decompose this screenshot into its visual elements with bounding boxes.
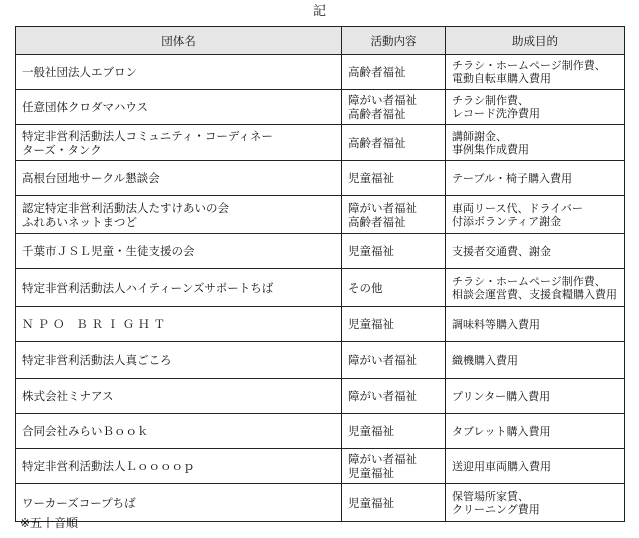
cell-text-line: チラシ制作費、: [452, 94, 529, 107]
cell-text-line: 認定特定非営利活動法人たすけあいの会: [22, 200, 229, 215]
table-body: [16, 55, 625, 522]
activity-cell: [342, 307, 446, 342]
purpose-cell: [446, 307, 625, 342]
table-row: [16, 449, 625, 484]
table-row: [16, 161, 625, 196]
organization-name-cell: [16, 161, 342, 196]
organization-name-cell: [16, 90, 342, 125]
column-header-organization: 団体名: [16, 27, 342, 55]
activity-cell: [342, 379, 446, 414]
activity-cell: [342, 342, 446, 379]
cell-text-line: チラシ・ホームページ制作費、: [452, 59, 606, 72]
organization-name-cell: [16, 414, 342, 449]
column-header-purpose: 助成目的: [446, 27, 625, 55]
cell-text-line: 高齢者福祉: [348, 214, 406, 229]
cell-text-line: ワーカーズコープちば: [22, 495, 136, 510]
organization-name-cell: [16, 196, 342, 234]
cell-text-line: 送迎用車両購入費用: [452, 459, 551, 473]
organization-name-cell: [16, 269, 342, 307]
cell-text-line: その他: [348, 280, 383, 295]
cell-text-line: 障がい者福祉: [348, 200, 417, 215]
purpose-cell: [446, 484, 625, 522]
column-header-activity: 活動内容: [342, 27, 446, 55]
cell-text-line: 障がい者福祉: [348, 353, 417, 367]
cell-text-line: 特定非営利活動法人真ごころ: [22, 353, 172, 367]
cell-text-line: レコード洗浄費用: [452, 107, 540, 120]
cell-text-line: 障がい者福祉: [348, 389, 417, 403]
purpose-cell: [446, 342, 625, 379]
organization-name-cell: [16, 449, 342, 484]
footnote: ※五十音順: [20, 516, 79, 530]
purpose-cell: [446, 161, 625, 196]
cell-text-line: 電動自転車購入費用: [452, 72, 551, 85]
document-heading: 記: [312, 4, 326, 19]
table-row: [16, 484, 625, 522]
purpose-cell: [446, 379, 625, 414]
cell-text-line: ＮＰＯ ＢＲＩＧＨＴ: [22, 317, 170, 331]
activity-cell: [342, 125, 446, 161]
activity-cell: [342, 484, 446, 522]
cell-text-line: 児童福祉: [348, 171, 394, 185]
cell-text-line: 特定非営利活動法人ハイティーンズサポートちば: [22, 280, 274, 295]
cell-text-line: 織機購入費用: [452, 353, 518, 367]
cell-text-line: ふれあいネットまつど: [22, 214, 137, 229]
organization-name-cell: [16, 125, 342, 161]
table-row: [16, 234, 625, 269]
purpose-cell: [446, 55, 625, 90]
cell-text-line: 保管場所家賃、: [452, 489, 529, 503]
purpose-cell: [446, 269, 625, 307]
activity-cell: [342, 90, 446, 125]
table-row: [16, 269, 625, 307]
organization-name-cell: [16, 379, 342, 414]
table-row: [16, 342, 625, 379]
cell-text-line: 合同会社みらいＢｏｏｋ: [22, 424, 149, 438]
purpose-cell: [446, 196, 625, 234]
cell-text-line: チラシ・ホームページ制作費、: [452, 274, 606, 288]
cell-text-line: 児童福祉: [348, 317, 394, 331]
organization-name-cell: [16, 342, 342, 379]
cell-text-line: 付添ボランティア謝金: [452, 214, 562, 228]
cell-text-line: ターズ・タンク: [22, 142, 102, 157]
cell-text-line: 特定非営利活動法人コミュニティ・コーディネー: [22, 128, 273, 143]
cell-text-line: 千葉市ＪＳＬ児童・生徒支援の会: [22, 244, 195, 258]
cell-text-line: 高根台団地サークル懇談会: [22, 171, 160, 185]
organization-name-cell: [16, 307, 342, 342]
purpose-cell: [446, 234, 625, 269]
cell-text-line: クリーニング費用: [452, 502, 540, 516]
cell-text-line: 障がい者福祉: [348, 93, 417, 107]
table-row: [16, 414, 625, 449]
cell-text-line: 車両リース代、ドライバー: [452, 201, 583, 215]
cell-text-line: 調味料等購入費用: [452, 317, 540, 331]
organization-name-cell: [16, 55, 342, 90]
purpose-cell: [446, 90, 625, 125]
activity-cell: [342, 414, 446, 449]
table-row: [16, 125, 625, 161]
table-row: [16, 55, 625, 90]
activity-cell: [342, 55, 446, 90]
cell-text-line: 相談会運営費、支援食糧購入費用: [452, 287, 617, 301]
purpose-cell: [446, 414, 625, 449]
cell-text-line: 一般社団法人エブロン: [22, 65, 137, 79]
cell-text-line: 児童福祉: [348, 244, 394, 258]
activity-cell: [342, 234, 446, 269]
cell-text-line: 高齢者福祉: [348, 107, 406, 121]
cell-text-line: 児童福祉: [348, 424, 394, 438]
cell-text-line: 障がい者福祉: [348, 452, 417, 466]
cell-text-line: プリンター購入費用: [452, 389, 551, 403]
activity-cell: [342, 196, 446, 234]
cell-text-line: 高齢者福祉: [348, 65, 406, 79]
activity-cell: [342, 269, 446, 307]
cell-text-line: 支援者交通費、謝金: [452, 244, 551, 258]
cell-text-line: 児童福祉: [348, 495, 394, 510]
cell-text-line: 事例集作成費用: [452, 142, 529, 156]
table-row: [16, 196, 625, 234]
grant-recipients-table: [15, 26, 625, 522]
table-row: [16, 307, 625, 342]
table-row: [16, 379, 625, 414]
activity-cell: [342, 161, 446, 196]
table-header-row: [16, 27, 625, 55]
cell-text-line: テーブル・椅子購入費用: [452, 171, 573, 185]
cell-text-line: 特定非営利活動法人Ｌｏｏｏｏｐ: [22, 459, 195, 473]
table-row: [16, 90, 625, 125]
cell-text-line: 講師謝金、: [452, 129, 507, 143]
cell-text-line: 任意団体クロダマハウス: [22, 100, 149, 114]
purpose-cell: [446, 449, 625, 484]
cell-text-line: タブレット購入費用: [452, 424, 551, 438]
cell-text-line: 児童福祉: [348, 466, 394, 480]
cell-text-line: 高齢者福祉: [348, 135, 406, 150]
organization-name-cell: [16, 234, 342, 269]
cell-text-line: 株式会社ミナアス: [22, 389, 114, 403]
purpose-cell: [446, 125, 625, 161]
activity-cell: [342, 449, 446, 484]
